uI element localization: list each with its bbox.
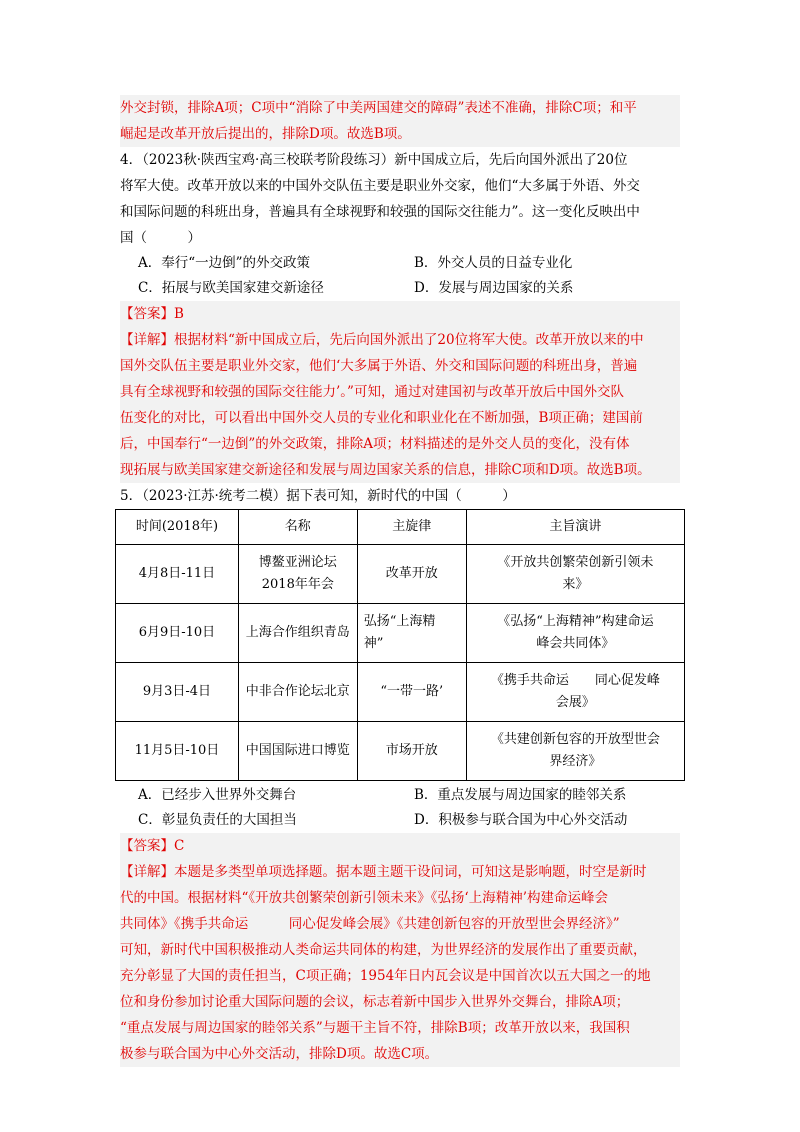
table-cell: 改革开放 [357,545,466,604]
table-cell: 《共建创新包容的开放型世会 界经济》 [466,722,684,781]
table-cell: 中国国际进口博览 [238,722,357,781]
option-b: B．重点发展与周边国家的睦邻关系 [414,787,627,803]
answer-label: 【答案】B [120,306,184,322]
option-b: B．外交人员的日益专业化 [414,255,573,271]
text-line: 国外交队伍主要是职业外交家，他们‘大多属于外语、外交和国际问题的科班出身，普遍 [120,358,638,374]
text-line: 具有全球视野和较强的国际交往能力’。”可知，通过对建国初与改革开放后中国外交队 [120,384,624,400]
table-cell: 9月3日-4日 [116,663,239,722]
document-page [120,95,680,1067]
question-5-stem [120,483,680,509]
option-c: C．拓展与欧美国家建交新途径 [138,280,324,296]
table-row [116,545,685,604]
text-line: 充分彰显了大国的责任担当，C项正确；1954年日内瓦会议是中国首次以五大国之一的地 [120,968,651,984]
answer-label: 【答案】C [120,838,185,854]
table-cell: 博鳌亚洲论坛 2018年年会 [238,545,357,604]
table-header-cell: 主旋律 [357,510,466,545]
summit-table [115,509,685,781]
previous-explanation-continued [120,95,680,147]
table-cell: 市场开放 [357,722,466,781]
table-header-cell: 名称 [238,510,357,545]
table-header-row [116,510,685,545]
table-row [116,663,685,722]
table-row [116,604,685,663]
text-line: 代的中国。根据材料“《开放共创繁荣创新引领未来》《弘扬‘上海精神’构建命运峰会 [120,890,608,906]
text-line: 现拓展与欧美国家建交新途径和发展与周边国家关系的信息，排除C项和D项。故选B项。 [120,462,651,478]
text-line: 将军大使。改革开放以来的中国外交队伍主要是职业外交家，他们“大多属于外语、外交 [120,178,640,194]
text-line: 和国际问题的科班出身，普遍具有全球视野和较强的国际交往能力”。这一变化反映出中 [120,204,640,220]
table-cell: 中非合作论坛北京 [238,663,357,722]
table-cell: “一带一路’ [357,663,466,722]
question-4-options [120,251,680,301]
text-line: 后，中国奉行“一边倒”的外交政策，排除A项；材料描述的是外交人员的变化，没有体 [120,436,630,452]
text-line: 崛起是改革开放后提出的，排除D项。故选B项。 [120,126,411,142]
question-5-explanation [120,859,680,1067]
text-line: 外交封锁，排除A项；C项中“消除了中美两国建交的障碍”表述不准确，排除C项；和平 [120,100,637,116]
table-cell: 6月9日-10日 [116,604,239,663]
option-c: C．彰显负责任的大国担当 [138,812,297,828]
question-4-answer [120,301,680,327]
table-cell: 4月8日-11日 [116,545,239,604]
text-line: 【详解】根据材料“新中国成立后，先后向国外派出了20位将军大使。改革开放以来的中 [120,332,644,348]
option-d: D．积极参与联合国为中心外交活动 [414,812,628,828]
text-line: 极参与联合国为中心外交活动，排除D项。故选C项。 [120,1046,439,1062]
text-line: “重点发展与周边国家的睦邻关系”与题干主旨不符，排除B项；改革开放以来，我国积 [120,1020,630,1036]
text-line: 国（ ） [120,230,201,246]
question-5-answer [120,833,680,859]
text-line: 5．（2023·江苏·统考二模）据下表可知，新时代的中国（ ） [120,488,516,504]
table-cell: 上海合作组织青岛 [238,604,357,663]
text-line: 可知，新时代中国积极推动人类命运共同体的构建，为世界经济的发展作出了重要贡献， [120,942,647,958]
text-line: 【详解】本题是多类型单项选择题。据本题主题干设问词，可知这是影响题，时空是新时 [120,864,647,880]
table-cell: 《开放共创繁荣创新引领未 来》 [466,545,684,604]
option-a: A．奉行“一边倒”的外交政策 [138,255,311,271]
question-5-options [120,783,680,833]
table-cell: 《携手共命运 同心促发峰 会展》 [466,663,684,722]
table-row [116,722,685,781]
option-d: D．发展与周边国家的关系 [414,280,574,296]
table-header-cell: 主旨演讲 [466,510,684,545]
text-line: 伍变化的对比，可以看出中国外交人员的专业化和职业化在不断加强，B项正确；建国前 [120,410,643,426]
option-a: A．已经步入世界外交舞台 [138,787,297,803]
text-line: 位和身份参加讨论重大国际问题的会议，标志着新中国步入世界外交舞台，排除A项； [120,994,630,1010]
text-line: 共同体》《携手共命运 同心促发峰会展》《共建创新包容的开放型世会界经济》” [120,916,620,932]
text-line: 4．（2023秋·陕西宝鸡·高三校联考阶段练习）新中国成立后，先后向国外派出了20位 [120,152,628,168]
question-4-explanation [120,327,680,483]
question-4-stem [120,147,680,251]
table-cell: 弘扬“上海精 神” [357,604,466,663]
table-cell: 11月5日-10日 [116,722,239,781]
table-cell: 《弘扬“上海精神”构建命运 峰会共同体》 [466,604,684,663]
table-header-cell: 时间(2018年) [116,510,239,545]
